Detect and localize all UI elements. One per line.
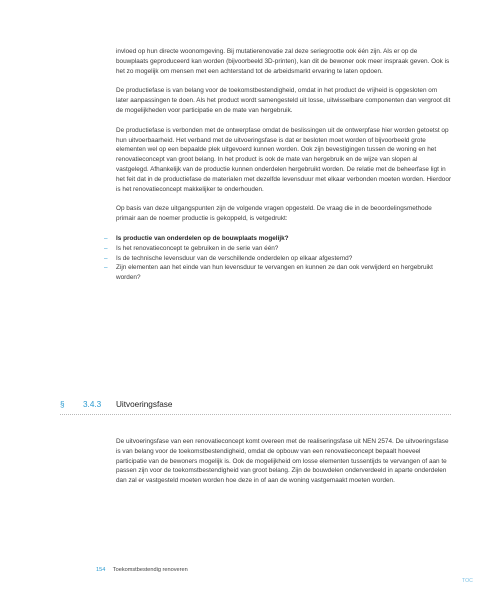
- toc-link[interactable]: TOC: [462, 578, 473, 584]
- list-item: [104, 244, 451, 254]
- dash-marker: –: [104, 254, 108, 262]
- list-item: [104, 234, 451, 244]
- paragraph: De productiefase is verbonden met de ontwerpfase omdat de beslissingen uit de ontwerpfase hier worden getoetst op hun uitvoerbaarheid. Het verband met de uitvoeringsfase is dat er besloten moet worden of bijvoorbeeld grote elementen wel op een bepaalde plek uitgevoerd kunnen worden. Ook zijn bevestigingen tussen de woning en het renovatieconcept van groot belang. In het product is ook de mate van hergebruik en de wijze van slopen al vastgelegd. Afhankelijk van de productie kunnen onderdelen hergebruikt worden. De relatie met de beheerfase ligt in het feit dat in de productiefase de materialen met dezelfde levensduur met elkaar verbonden moeten worden. Hierdoor is het renovatieconcept makkelijker te onderhouden.: [116, 126, 451, 193]
- paragraph: De productiefase is van belang voor de toekomstbestendigheid, omdat in het product de vrijheid is opgesloten om later aanpassingen te doen. Als het product wordt samengesteld uit losse, uitwisselbare componenten dan vergroot dit de mogelijkheden voor participatie en de mate van hergebruik.: [116, 87, 451, 114]
- question-list: [104, 234, 451, 283]
- section-number: 3.4.3: [83, 400, 102, 409]
- list-item: [104, 254, 451, 264]
- list-item-text: Is het renovatieconcept te gebruiken in de serie van één?: [116, 244, 279, 252]
- list-item-text: Is de technische levensduur van de verschillende onderdelen op elkaar afgestemd?: [116, 254, 353, 262]
- document-title: Toekomstbestendig renoveren: [112, 567, 188, 573]
- paragraph: invloed op hun directe woonomgeving. Bij mutatierenovatie zal deze seriegrootte ook één zijn. Als er op de bouwplaats geproduceerd kan worden (bijvoorbeeld 3D-printen), kan dit de bewoner ook meer inspraak geven. Ook is het zo mogelijk om mensen met een achterstand tot de arbeidsmarkt ervaring te laten opdoen.: [116, 48, 450, 75]
- dash-marker: –: [104, 264, 108, 272]
- dash-marker: –: [104, 234, 108, 242]
- dash-marker: –: [104, 244, 108, 252]
- paragraph: De uitvoeringsfase van een renovatieconcept komt overeen met de realiseringsfase uit NEN 2574. De uitvoeringsfase is van belang voor de toekomstbestendigheid, omdat de opbouw van een renovatieconcept bepaalt hoeveel participatie van de bewoners mogelijk is. Ook de mogelijkheid om losse elementen tussentijds te vervangen of aan te passen zijn voor de toekomstbestendigheid van groot belang. Zijn de bouwdelen onderverdeeld in aparte onderdelen dan zal er vastgesteld moeten worden hoe deze in of aan de woning vastgemaakt moeten worden.: [116, 438, 449, 485]
- section-symbol: §: [60, 400, 65, 409]
- section-title: Uitvoeringsfase: [116, 400, 173, 409]
- paragraph: Op basis van deze uitgangspunten zijn de volgende vragen opgesteld. De vraag die in de beoordelingsmethode primair aan de noemer productie is gekoppeld, is vetgedrukt:: [116, 205, 432, 223]
- page-number: 154: [96, 567, 106, 573]
- section-body-text: [116, 437, 451, 496]
- section-heading: [60, 400, 451, 415]
- page-footer: [96, 567, 188, 573]
- body-text: [104, 47, 451, 301]
- list-item-text: Is productie van onderdelen op de bouwplaats mogelijk?: [116, 234, 289, 242]
- list-item-text: Zijn elementen aan het einde van hun levensduur te vervangen en kunnen ze dan ook verwijderd en hergebruikt worden?: [116, 264, 433, 282]
- list-item: [104, 263, 451, 283]
